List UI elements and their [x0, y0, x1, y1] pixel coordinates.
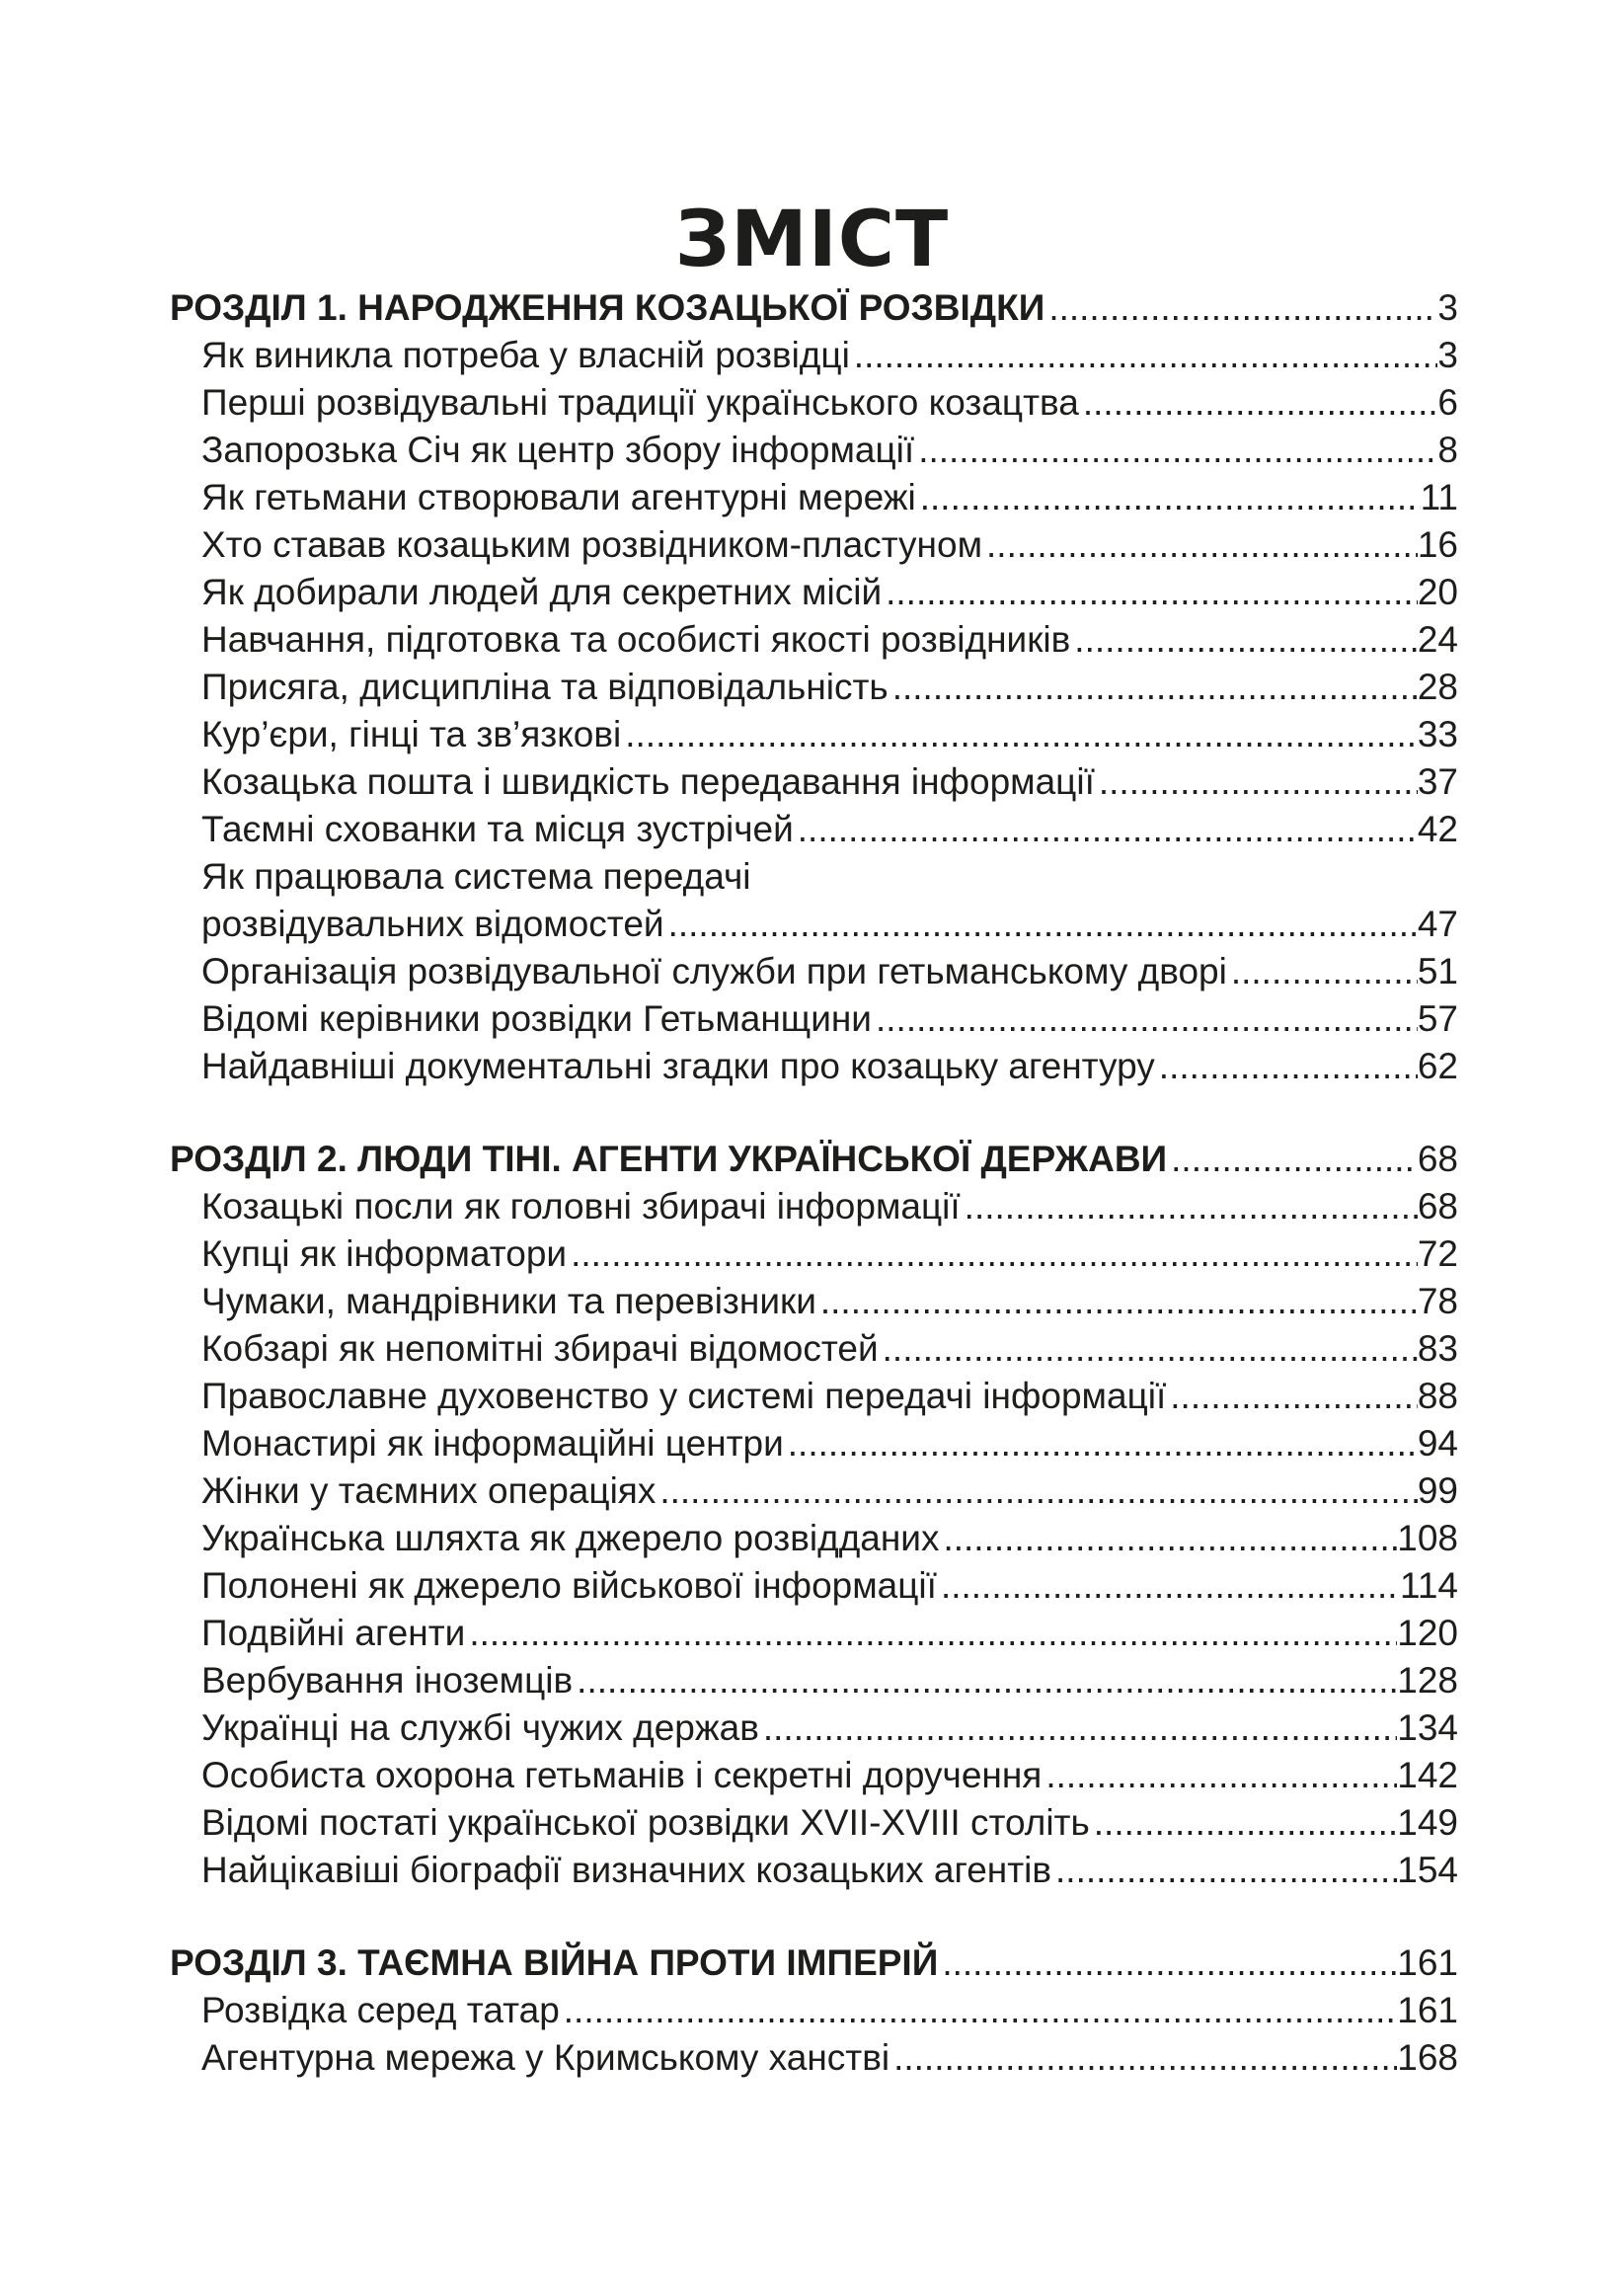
dot-leader [882, 569, 1418, 616]
section-heading [170, 1940, 1458, 1987]
toc-entry-title: Запорозька Січ як центр збору інформації [201, 430, 915, 470]
toc-entry-title: Відомі керівники розвідки Гетьманщини [201, 998, 872, 1039]
dot-leader [1166, 1373, 1418, 1420]
toc-entry [170, 1043, 1458, 1090]
section-heading [170, 1136, 1458, 1183]
toc-entry-page-number: 33 [1417, 714, 1458, 754]
toc-entry [170, 569, 1458, 616]
dot-leader [759, 1704, 1397, 1752]
toc-entry [170, 1704, 1458, 1752]
toc-entry-title: Купці як інформатори [201, 1233, 568, 1274]
toc-entry-title: Козацькі посли як головні збирачі інформації [201, 1186, 961, 1227]
toc-entry [170, 1183, 1458, 1230]
toc-entry-title: Найцікавіші біографії визначних козацьких агентів [201, 1850, 1052, 1890]
toc-entry [170, 379, 1458, 427]
toc-entry-page-number: 94 [1417, 1423, 1458, 1464]
dot-leader [621, 711, 1418, 758]
toc-entry [170, 1230, 1458, 1278]
toc-entry-page-number: 142 [1397, 1755, 1458, 1795]
dot-leader [1042, 1752, 1397, 1799]
toc-entry-title: Кобзарі як непомітні збирачі відомостей [201, 1328, 879, 1369]
toc-entry-page-number: 161 [1397, 1990, 1458, 2030]
toc-section-2 [170, 1136, 1458, 1894]
toc-entry-page-number: 8 [1437, 430, 1458, 470]
toc-entry [170, 1610, 1458, 1657]
toc-entry [170, 1799, 1458, 1847]
toc-entry-page-number: 72 [1417, 1233, 1458, 1274]
toc-entry [170, 1847, 1458, 1894]
toc-entry-title: Подвійні агенти [201, 1613, 466, 1653]
toc-entry-title: Українці на службі чужих держав [201, 1707, 759, 1748]
dot-leader [573, 1657, 1397, 1704]
section-heading [170, 284, 1458, 332]
toc-entry-page-number: 3 [1437, 335, 1458, 375]
toc-entry-page-number: 11 [1420, 477, 1458, 517]
toc-entry-title: Як виникла потреба у власній розвідці [201, 335, 850, 375]
toc-entry-page-number: 37 [1417, 761, 1458, 802]
toc-entry [170, 758, 1458, 806]
toc-entry-page-number: 24 [1417, 619, 1458, 660]
toc-entry-title: Найдавніші документальні згадки про козацьку агентуру [201, 1046, 1155, 1086]
toc-entry-page-number: 120 [1397, 1613, 1458, 1653]
toc-entry-title: розвідувальних відомостей [201, 904, 664, 944]
toc-entry-page-number: 99 [1417, 1470, 1458, 1511]
dot-leader [937, 1562, 1400, 1610]
toc-entry-title: Як добирали людей для секретних місій [201, 572, 883, 612]
toc-entry [170, 616, 1458, 664]
toc-entry-page-number: 88 [1417, 1376, 1458, 1416]
section-heading-title: РОЗДІЛ 3. ТАЄМНА ВІЙНА ПРОТИ ІМПЕРІЙ [170, 1942, 939, 1983]
dot-leader [938, 1940, 1397, 1987]
section-heading-page-number: 68 [1417, 1139, 1458, 1179]
dot-leader [1079, 379, 1438, 427]
toc-entry-title: Кур’єри, гінці та зв’язкові [201, 714, 622, 754]
toc-entry-page-number: 128 [1397, 1660, 1458, 1701]
toc-entry [170, 1420, 1458, 1467]
toc-entry-page-number: 28 [1417, 667, 1458, 707]
toc-entry-page-number: 57 [1417, 998, 1458, 1039]
toc-entry [170, 664, 1458, 711]
toc-entry-page-number: 108 [1397, 1518, 1458, 1558]
toc-entry [170, 948, 1458, 995]
toc-entry-title: Православне духовенство у системі передачі інформації [201, 1376, 1167, 1416]
toc-entry-page-number: 62 [1417, 1046, 1458, 1086]
dot-leader [465, 1610, 1397, 1657]
dot-leader [1095, 758, 1418, 806]
toc-entry-title: Жінки у таємних операціях [201, 1470, 657, 1511]
dot-leader [872, 995, 1418, 1043]
toc-entry-page-number: 134 [1397, 1707, 1458, 1748]
toc-entry [170, 332, 1458, 379]
dot-leader [916, 474, 1421, 521]
toc-entry-title: Полонені як джерело військової інформації [201, 1565, 937, 1606]
dot-leader [1155, 1043, 1418, 1090]
toc-entry [170, 995, 1458, 1043]
toc-entry-page-number: 42 [1417, 809, 1458, 849]
dot-leader [1070, 616, 1418, 664]
toc-entry-title: Присяга, дисципліна та відповідальність [201, 667, 889, 707]
toc-entry-page-number: 168 [1397, 2037, 1458, 2078]
toc-entry-title: Як гетьмани створювали агентурні мережі [201, 477, 916, 517]
section-heading-page-number: 3 [1437, 287, 1458, 328]
toc-entry [170, 1562, 1458, 1610]
toc-entry [170, 1278, 1458, 1325]
toc-entry-title: Хто ставав козацьким розвідником-пластуном [201, 524, 983, 565]
toc-entry-title: Особиста охорона гетьманів і секретні доручення [201, 1755, 1043, 1795]
toc-entry-page-number: 16 [1417, 524, 1458, 565]
dot-leader [850, 332, 1438, 379]
toc-section-3 [170, 1940, 1458, 2082]
toc-entry-page-number: 83 [1417, 1328, 1458, 1369]
toc-entry [170, 1657, 1458, 1704]
dot-leader [939, 1515, 1397, 1562]
toc-entry [170, 1373, 1458, 1420]
dot-leader [1044, 284, 1437, 332]
dot-leader [567, 1230, 1418, 1278]
table-of-contents [170, 284, 1458, 2127]
dot-leader [1167, 1136, 1418, 1183]
toc-entry [170, 1467, 1458, 1515]
dot-leader [961, 1183, 1418, 1230]
section-heading-title: РОЗДІЛ 1. НАРОДЖЕННЯ КОЗАЦЬКОЇ РОЗВІДКИ [170, 287, 1045, 328]
toc-entry-page-number: 20 [1417, 572, 1458, 612]
toc-entry-title: Розвідка серед татар [201, 1990, 560, 2030]
toc-entry [170, 2034, 1458, 2082]
dot-leader [656, 1467, 1418, 1515]
toc-entry-title: Монастирі як інформаційні центри [201, 1423, 784, 1464]
dot-leader [816, 1278, 1418, 1325]
toc-entry [170, 1987, 1458, 2034]
dot-leader [879, 1325, 1418, 1373]
toc-entry-page-number: 68 [1417, 1186, 1458, 1227]
toc-entry-page-number: 149 [1397, 1802, 1458, 1843]
toc-entry-title: Перші розвідувальні традиції українського козацтва [201, 382, 1079, 423]
toc-entry [170, 711, 1458, 758]
dot-leader [1090, 1799, 1397, 1847]
page-title: ЗМІСТ [674, 196, 950, 285]
dot-leader [889, 664, 1418, 711]
toc-entry-title: Відомі постаті української розвідки XVII-XVIII століть [201, 1802, 1090, 1843]
dot-leader [982, 521, 1418, 569]
toc-entry-page-number: 6 [1437, 382, 1458, 423]
toc-entry-title: Організація розвідувальної служби при гетьманському дворі [201, 951, 1227, 991]
dot-leader [560, 1987, 1397, 2034]
toc-entry-title: Навчання, підготовка та особисті якості розвідників [201, 619, 1071, 660]
toc-entry-title: Агентурна мережа у Кримському ханстві [201, 2037, 890, 2078]
toc-entry-title: Таємні схованки та місця зустрічей [201, 809, 794, 849]
toc-entry-title: Вербування іноземців [201, 1660, 574, 1701]
toc-entry [170, 427, 1458, 474]
dot-leader [664, 901, 1418, 948]
section-heading-page-number: 161 [1397, 1942, 1458, 1983]
section-heading-title: РОЗДІЛ 2. ЛЮДИ ТІНІ. АГЕНТИ УКРАЇНСЬКОЇ ДЕРЖАВИ [170, 1139, 1168, 1179]
toc-entry [170, 521, 1458, 569]
toc-entry-page-number: 114 [1400, 1565, 1458, 1606]
dot-leader [1051, 1847, 1397, 1894]
toc-entry-page-number: 78 [1417, 1281, 1458, 1321]
toc-entry-title: Козацька пошта і швидкість передавання інформації [201, 761, 1095, 802]
toc-entry-page-number: 47 [1417, 904, 1458, 944]
dot-leader [1227, 948, 1418, 995]
dot-leader [889, 2034, 1397, 2082]
toc-entry-page-number: 154 [1397, 1850, 1458, 1890]
toc-entry-title: Українська шляхта як джерело розвідданих [201, 1518, 940, 1558]
toc-entry-title: Чумаки, мандрівники та перевізники [201, 1281, 816, 1321]
toc-entry [170, 1515, 1458, 1562]
toc-entry-title-line1: Як працювала система передачі [201, 856, 751, 897]
toc-entry [170, 474, 1458, 521]
toc-entry [170, 1752, 1458, 1799]
dot-leader [784, 1420, 1418, 1467]
toc-section-1 [170, 284, 1458, 1090]
dot-leader [794, 806, 1418, 853]
toc-entry-page-number: 51 [1417, 951, 1458, 991]
toc-entry [170, 806, 1458, 853]
toc-entry [170, 901, 1458, 948]
dot-leader [914, 427, 1437, 474]
toc-entry [170, 1325, 1458, 1373]
